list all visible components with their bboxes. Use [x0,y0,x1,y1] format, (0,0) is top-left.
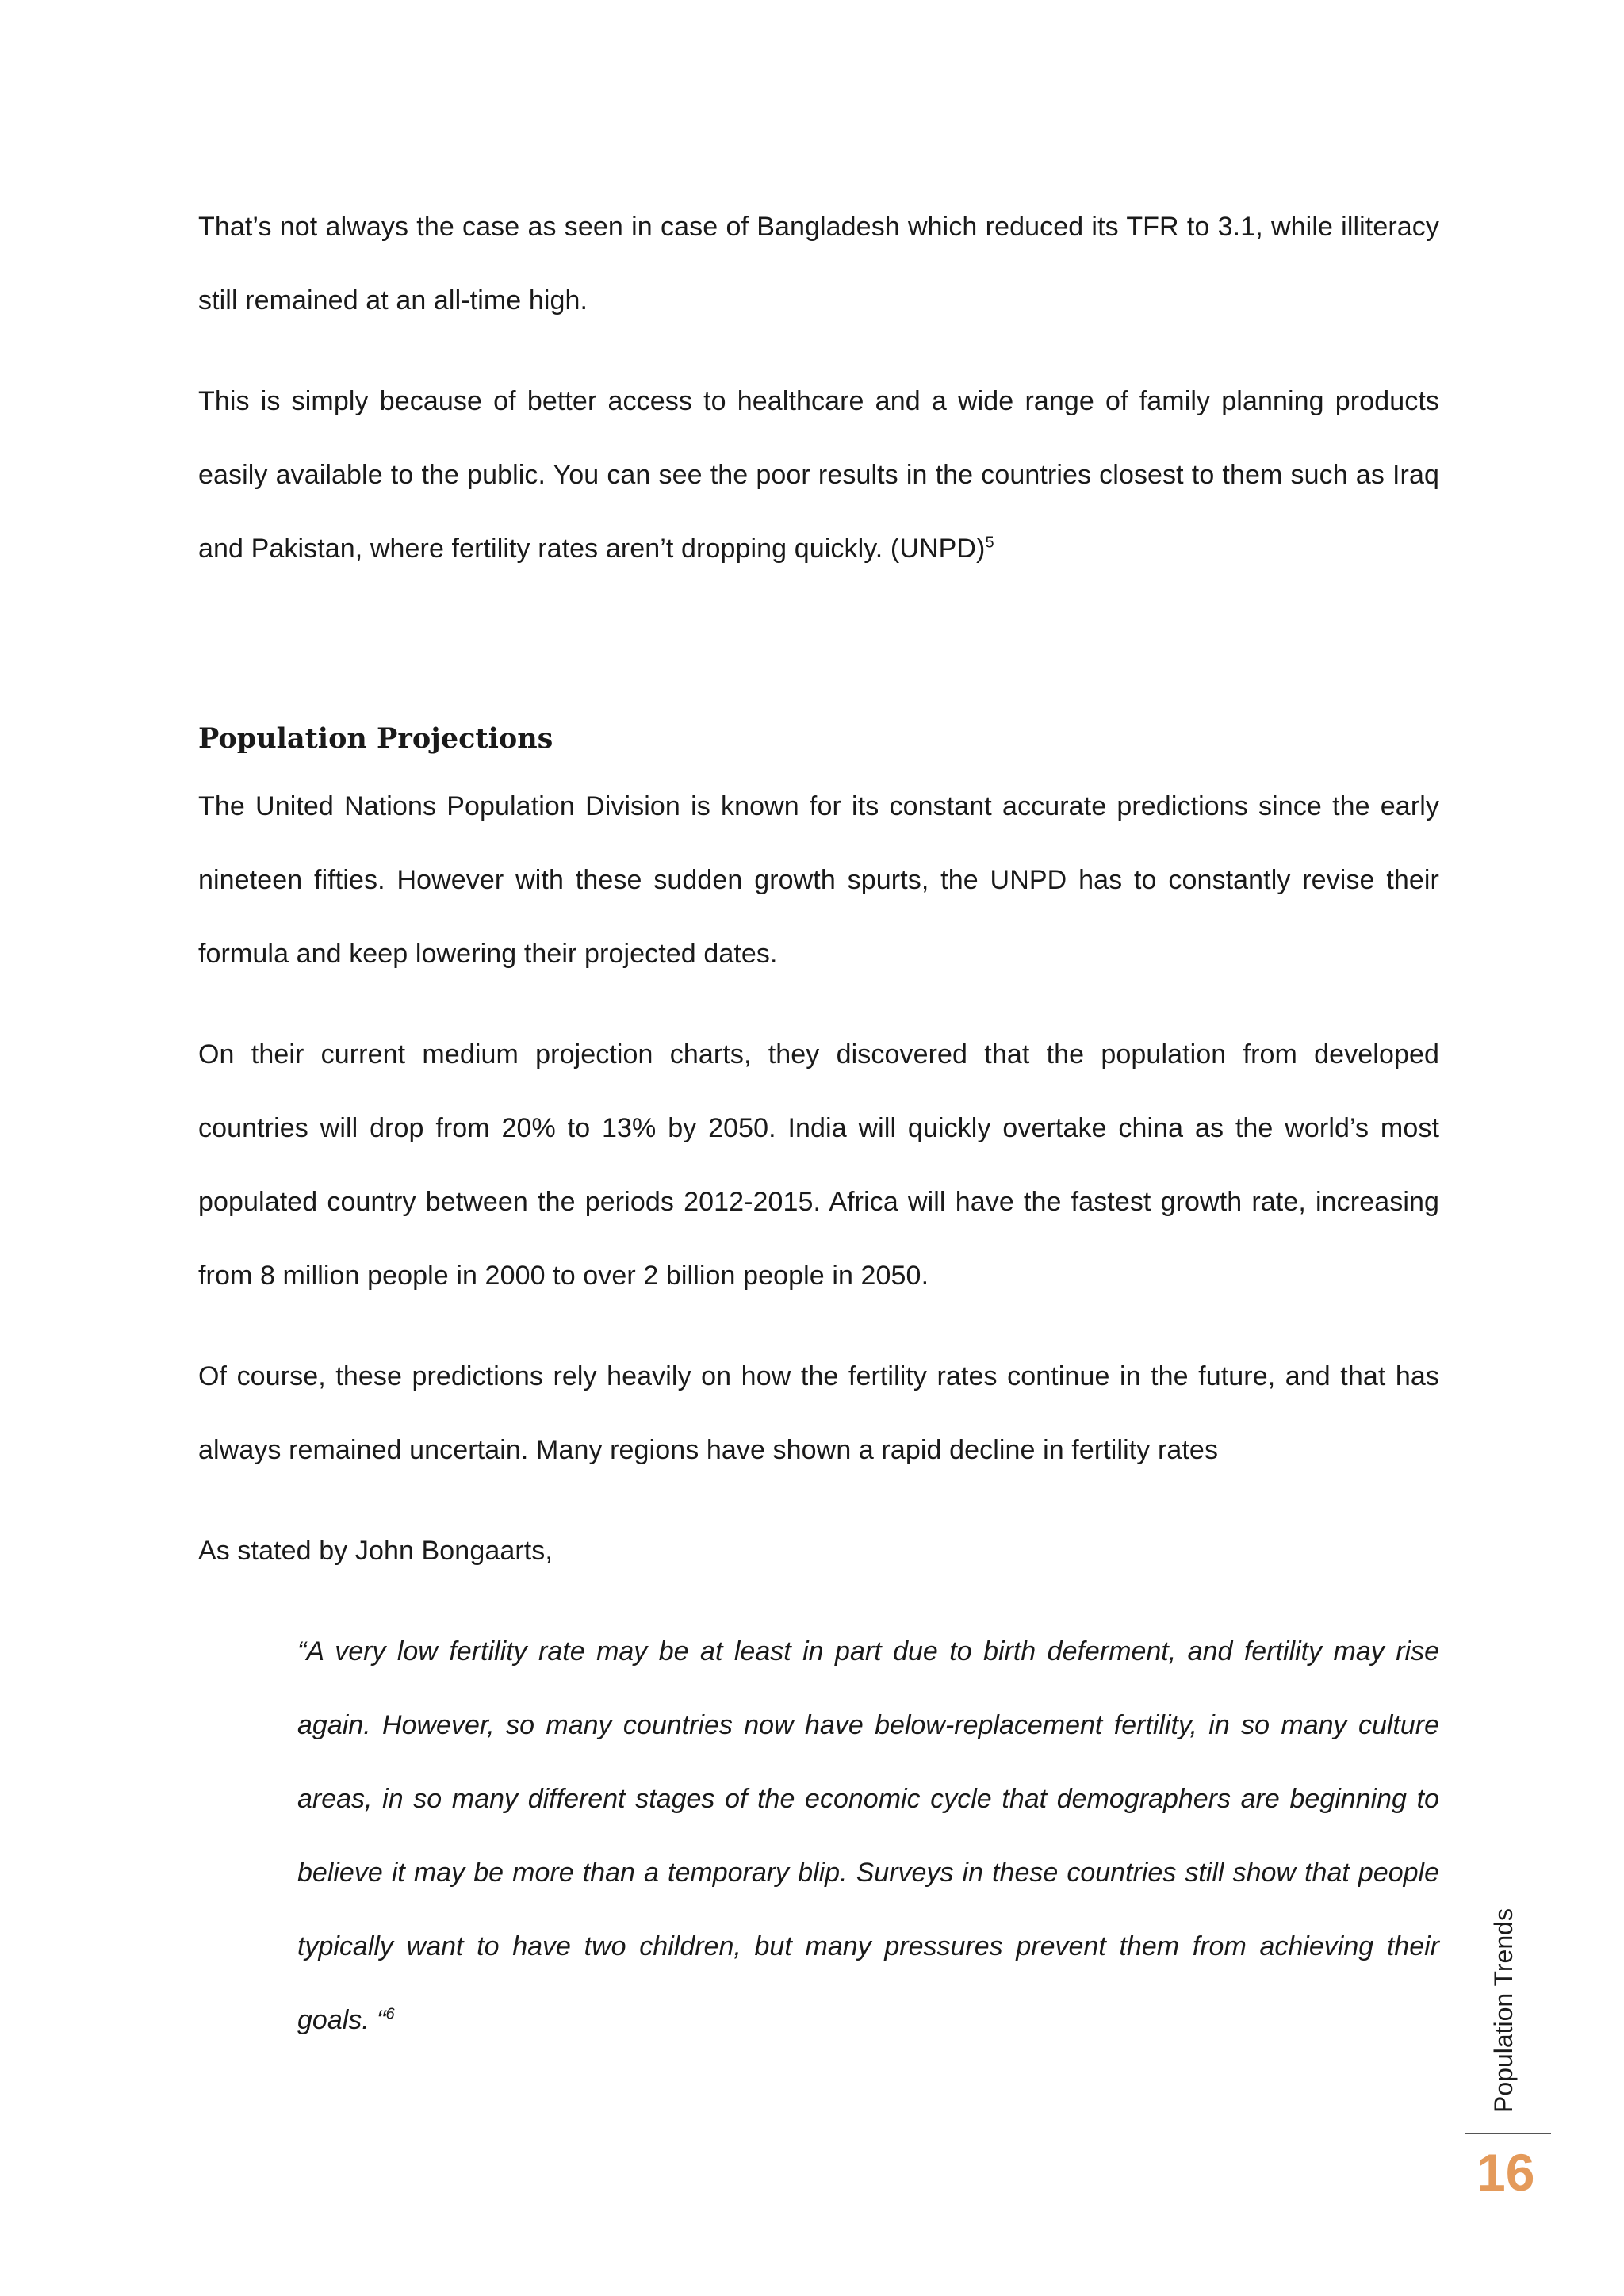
page-number-divider [1465,2133,1551,2134]
quote-text: “A very low fertility rate may be at least in part due to birth deferment, and fertility may rise again. However, so many countries now have below-replacement fertility, in so many culture areas, in so many different stages of the economic cycle that demographers are beginning to believe it may be more than a temporary blip. Surveys in these countries still show that people typically want to have two children, but many pressures prevent them from achieving their goals. “ [297,1636,1439,2035]
running-header [1488,1908,1519,2145]
paragraph: On their current medium projection charts, they discovered that the population from developed countries will drop from 20% to 13% by 2050. India will quickly overtake china as the world’s most populated country between the periods 2012-2015. Africa will have the fastest growth rate, increasing from 8 million people in 2000 to over 2 billion people in 2050. [198,1039,1439,1291]
paragraph [198,190,1439,338]
paragraph: The United Nations Population Division is known for its constant accurate predictions since the early nineteen fifties. However with these sudden growth spurts, the UNPD has to constantly revise their formula and keep lowering their projected dates. [198,791,1439,969]
page-body [198,190,1439,2057]
paragraph: As stated by John Bongaarts, [198,1536,553,1566]
paragraph [198,365,1439,586]
paragraph: Of course, these predictions rely heavily on how the fertility rates continue in the future, and that has always remained uncertain. Many regions have shown a rapid decline in fertility rates [198,1361,1439,1465]
section-spacer [198,613,1439,708]
running-header-text: Population Trends [1489,1908,1518,2113]
footnote-reference: 6 [385,2005,395,2023]
block-quote [297,1615,1439,2057]
footnote-reference: 5 [985,534,994,552]
section-heading: Population Projections [198,722,553,755]
paragraph-text: This is simply because of better access to healthcare and a wide range of family planning products easily available to the public. You can see the poor results in the countries closest to them such as Iraq and Pakistan, where fertility rates aren’t dropping quickly. (UNPD) [198,386,1439,564]
page-number: 16 [1477,2143,1535,2202]
paragraph-text: That’s not always the case as seen in case of Bangladesh which reduced its TFR to 3.1, while illiteracy still remained at an all-time high. [198,212,1439,316]
